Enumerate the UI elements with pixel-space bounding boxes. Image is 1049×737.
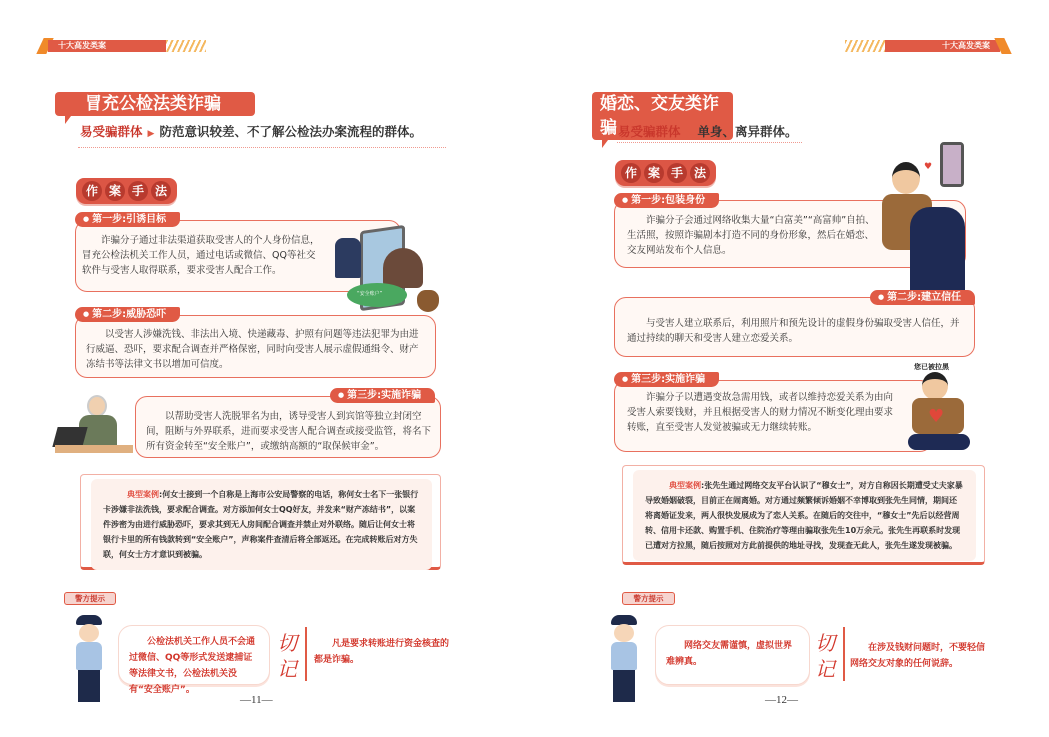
qieji-calligraphy: 切记 (277, 631, 297, 681)
step-2-text: 以受害人涉嫌洗钱、非法出入境、快递藏毒、护照有问题等违法犯罪为由进行威逼、恐吓，要求配合调查并严格保密，同时向受害人展示虚假通缉令、财产冻结书等法律文书以增加可信度。 (86, 329, 419, 370)
page-title: 冒充公检法类诈骗 (55, 92, 255, 116)
broken-heart-icon: ♥ (928, 406, 945, 427)
divider-line (843, 627, 845, 681)
dotted-divider (78, 147, 446, 148)
step-3-box (135, 396, 441, 458)
divider-line (305, 627, 307, 681)
victims-text: 防范意识较差、不了解公检法办案流程的群体。 (159, 124, 422, 139)
step-2-label: ● 第二步:建立信任 (870, 290, 975, 305)
victims-line (80, 122, 422, 140)
method-char: 作 (621, 163, 641, 183)
step-3-text: 诈骗分子以遭遇变故急需用钱，或者以维持恋爱关系为由向受害人索要钱财，并且根据受害人的财力情况不断变化理由要求转账，直至受害人发觉被骗或无力继续转账。 (627, 392, 894, 433)
step-3-box (614, 380, 932, 452)
step-3-text: 以帮助受害人洗脱罪名为由，诱导受害人到宾馆等独立封闭空间，阻断与外界联系，进而要求受害人配合调查或接受监管，将名下所有资金转至“安全账户”，或缴纳高额的“取保候审金”。 (146, 411, 432, 452)
remember-text: 在涉及钱财问题时，不要轻信网络交友对象的任何说辞。 (850, 643, 986, 669)
page-title: 婚恋、交友类诈骗 (592, 92, 733, 140)
step-2-box (75, 315, 436, 378)
section-header-label: 十大高发类案 (48, 40, 166, 52)
step-1-label: ● 第一步:包装身份 (614, 193, 719, 208)
victims-label: 易受骗群体 (618, 124, 681, 139)
policeman-illustration (70, 615, 106, 703)
typical-case-box (80, 474, 441, 570)
heart-icon: ♥ (924, 162, 933, 172)
step-1-text: 诈骗分子通过非法渠道获取受害人的个人身份信息，冒充公检法机关工作人员，通过电话或微信、QQ等社交软件与受害人取得联系，要求受害人配合工作。 (82, 235, 320, 276)
step-3-label: ● 第三步:实施诈骗 (614, 372, 719, 387)
typical-case-text: :张先生通过网络交友平台认识了“穆女士”，对方自称因长期遭受丈夫家暴导致婚姻破裂，目前正在闹离婚。对方通过频繁倾诉婚姻不幸博取到张先生同情，期间还将离婚证发来，两人很快发展成为了恋人关系。在随后的交往中，“穆女士”先后以经营周转、信用卡还款、购置手机、住院治疗等理由骗取张先生10万余元。张先生再联系时发现已遭对方拉黑，随后按照对方此前提供的地址寻找，发现查无此人，张先生遂发现被骗。 (645, 481, 963, 550)
step-2-label: ● 第二步:威胁恐吓 (75, 307, 180, 322)
step-2-text: 与受害人建立联系后，利用照片和预先设计的虚假身份骗取受害人信任，并通过持续的聊天和受害人建立恋爱关系。 (627, 318, 960, 344)
method-char: 法 (690, 163, 710, 183)
method-char: 作 (82, 181, 102, 201)
method-badge (615, 160, 716, 186)
method-char: 手 (128, 181, 148, 201)
page-number: —12— (765, 694, 798, 706)
step-3-label: ● 第三步:实施诈骗 (330, 388, 435, 403)
method-badge (76, 178, 177, 204)
police-tip-bubble: 网络交友需谨慎，虚拟世界难辨真。 (655, 625, 810, 685)
step-1-text: 诈骗分子会通过网络收集大量“白富美”“高富帅”自拍、生活照，按照诈骗剧本打造不同的身份形象，然后在婚恋、交友网站发布个人信息。 (627, 215, 875, 256)
typical-case-text: :何女士接到一个自称是上海市公安局警察的电话，称何女士名下一张银行卡涉嫌非法洗钱，要求配合调查。对方添加何女士QQ好友，并发来“财产冻结书”，以案件涉密为由进行威胁恐吓，要求其到无人房间配合调查并禁止对外联络。随后让何女士将银行卡里的所有钱款转到“安全账户”，声称案件查清后将全部返还。在完成转账后对方失联，何女士方才意识到被骗。 (103, 490, 419, 559)
sad-man-illustration (908, 372, 970, 450)
step-1-label: ● 第一步:引诱目标 (75, 212, 180, 227)
dotted-divider (617, 142, 802, 143)
method-char: 案 (644, 163, 664, 183)
triangle-icon: ▶ (685, 129, 693, 139)
remember-text: 凡是要求转账进行资金核查的都是诈骗。 (314, 639, 450, 665)
typical-case-label: 典型案例 (669, 481, 701, 490)
man-with-phone-illustration (880, 162, 975, 290)
triangle-icon: ▶ (147, 129, 155, 139)
police-tip-bubble: 公检法机关工作人员不会通过微信、QQ等形式发送逮捕证等法律文书，公检法机关没有“安全账户”。 (118, 625, 270, 685)
method-char: 法 (151, 181, 171, 201)
police-tip-tag: 警方提示 (622, 592, 675, 605)
qieji-calligraphy: 切记 (815, 631, 835, 681)
police-tip-tag: 警方提示 (64, 592, 116, 605)
money-bag-icon (417, 290, 439, 312)
method-char: 案 (105, 181, 125, 201)
victims-label: 易受骗群体 (80, 124, 143, 139)
blocked-label: 您已被拉黑 (914, 363, 949, 371)
victims-text: 单身、离异群体。 (697, 124, 798, 139)
policewoman-illustration (605, 615, 641, 703)
step-2-box (614, 297, 975, 357)
victims-line (618, 122, 797, 140)
page-number: —11— (240, 694, 273, 706)
header-stripes (166, 40, 206, 52)
safe-account-sign: “安全账户” (357, 291, 383, 297)
header-stripes (845, 40, 885, 52)
scammer-illustration (335, 228, 440, 320)
typical-case-label: 典型案例 (127, 490, 159, 499)
elderly-man-laptop-illustration (55, 395, 135, 455)
typical-case-box (622, 465, 985, 565)
typical-case-content (91, 479, 432, 570)
typical-case-content (633, 470, 976, 561)
section-header-label: 十大高发类案 (885, 40, 1000, 52)
method-char: 手 (667, 163, 687, 183)
